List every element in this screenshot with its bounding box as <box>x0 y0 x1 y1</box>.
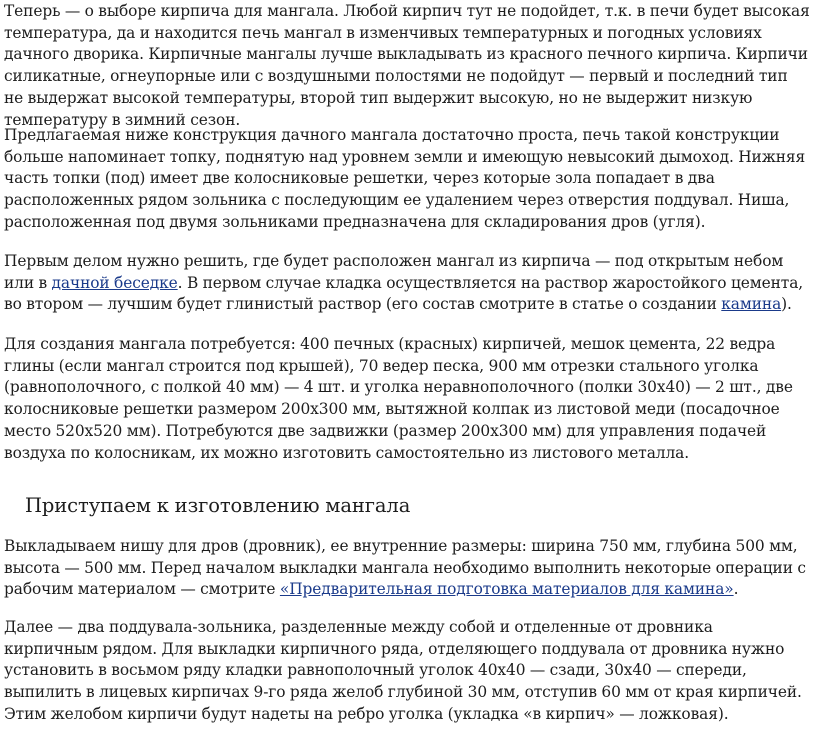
paragraph-niche-text-1: Выкладываем нишу для дров (дровник), ее внутренние размеры: ширина 750 мм, глубина 500 мм, высота — 500 мм. Перед началом выкладки мангала необходимо выполнить некоторые операции с рабочим материалом — смотрите <box>4 537 806 599</box>
paragraph-materials: Для создания мангала потребуется: 400 печных (красных) кирпичей, мешок цемента, 22 ведра глины (если мангал строится под крышей), 70 ведер песка, 900 мм отрезки стального уголка (равнополочного, с полкой 40 мм) — 4 шт. и уголка неравнополочного (полки 30х40) — 2 шт., две колосниковые решетки размером 200х300 мм, вытяжной колпак из листовой меди (посадочное место 520х520 мм). Потребуются две задвижки (размер 200х300 мм) для управления подачей воздуха по колосникам, их можно изготовить самостоятельно из листового металла. <box>4 335 793 462</box>
paragraph-brick-choice: Теперь — о выборе кирпича для мангала. Любой кирпич тут не подойдет, т.к. в печи будет высокая температура, да и находится печь мангал в изменчивых температурных и погодных условиях дачного дворика. Кирпичные мангалы лучше выкладывать из красного печного кирпича. Кирпичи силикатные, огнеупорные или с воздушными полостями не подойдут — первый и последний тип не выдержат высокой температуры, второй тип выдержит высокую, но не выдержит низкую температуру в зимний сезон. <box>4 2 810 129</box>
paragraph-location-text-1: Первым делом нужно решить, где будет расположен мангал из кирпича — под открытым небом или в <box>4 252 784 292</box>
paragraph-location-text-2: . В первом случае кладка осуществляется на раствор жаростойкого цемента, во втором — лучшим будет глинистый раствор (его состав смотрите в статье о создании <box>4 273 804 314</box>
link-dachnaya-besedka[interactable]: дачной беседке <box>51 273 178 292</box>
link-preparation-materials[interactable]: «Предварительная подготовка материалов для камина» <box>279 580 734 599</box>
link-kamin[interactable]: камина <box>721 295 782 314</box>
section-heading: Приступаем к изготовлению мангала <box>25 494 411 517</box>
paragraph-niche <box>4 536 810 601</box>
paragraph-ash-pits: Далее — два поддувала-зольника, разделенные между собой и отделенные от дровника кирпичным рядом. Для выкладки кирпичного ряда, отделяющего поддувала от дровника нужно установить в восьмом ряду кладки равнополочный уголок 40х40 — сзади, 30х40 — спереди, выпилить в лицевых кирпичах 9-го ряда желоб глубиной 30 мм, отступив 60 мм от края кирпичей. Этим желобом кирпичи будут надеты на ребро уголка (укладка «в кирпич» — ложковая). <box>4 618 802 723</box>
paragraph-location <box>4 251 810 316</box>
paragraph-construction: Предлагаемая ниже конструкция дачного мангала достаточно проста, печь такой конструкции больше напоминает топку, поднятую над уровнем земли и имеющую невысокий дымоход. Нижняя часть топки (под) имеет две колосниковые решетки, через которые зола попадает в два расположенных рядом зольника с последующим ее удалением через отверстия поддувал. Ниша, расположенная под двумя зольниками предназначена для складирования дров (угля). <box>4 126 806 231</box>
paragraph-location-text-3: ). <box>781 295 792 314</box>
paragraph-niche-text-2: . <box>733 580 739 599</box>
